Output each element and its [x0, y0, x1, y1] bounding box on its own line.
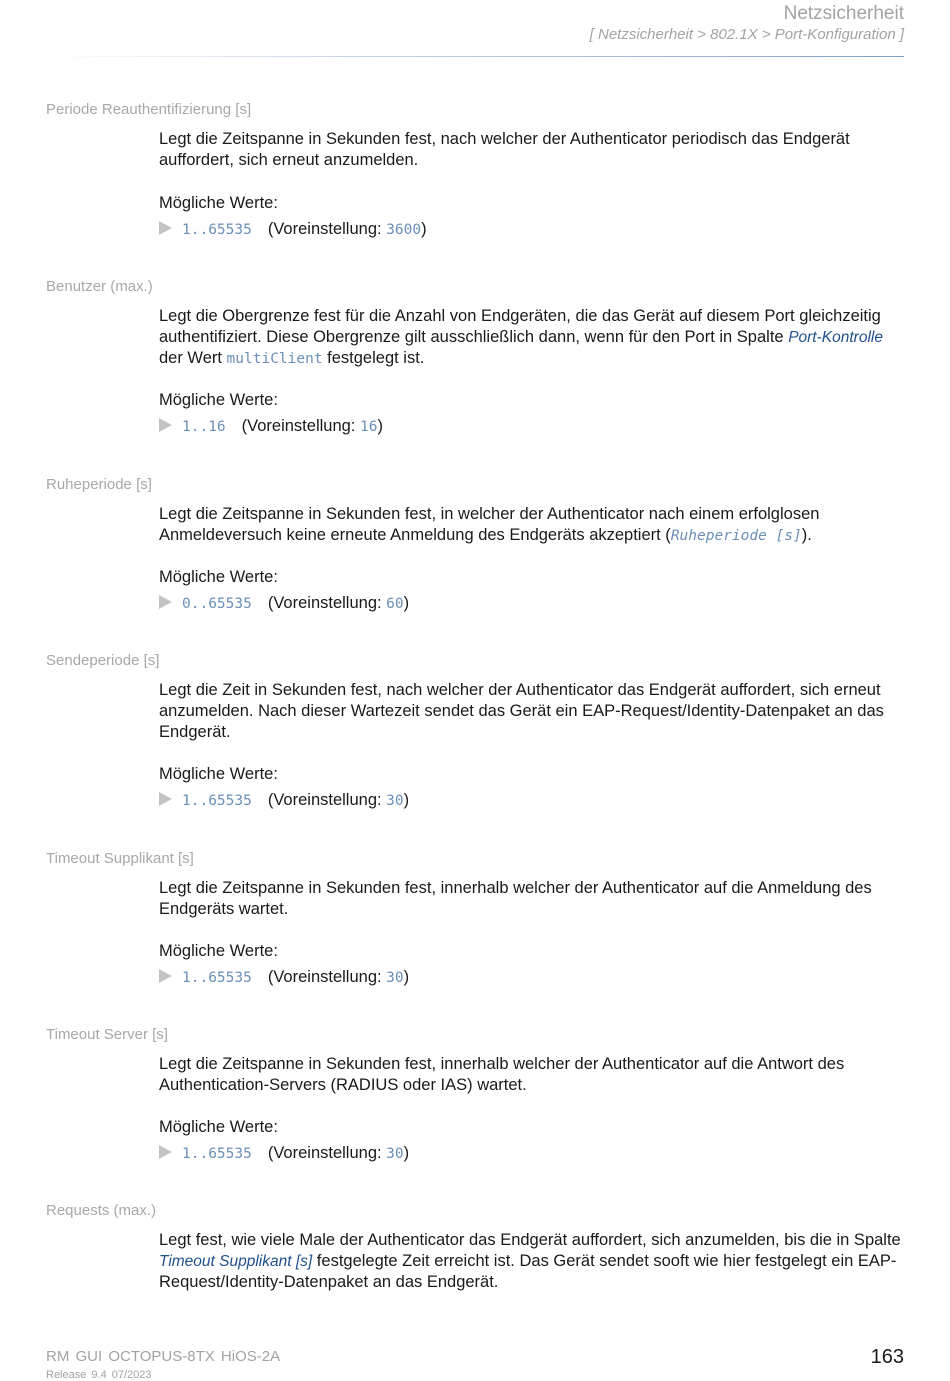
default-value: 16: [359, 419, 378, 435]
chapter-title: Netzsicherheit: [783, 3, 904, 24]
param-name: Timeout Server [s]: [46, 1026, 168, 1043]
default-label: (Voreinstellung:: [267, 1144, 387, 1162]
default-label: (Voreinstellung:: [267, 220, 387, 238]
value-range: [159, 968, 409, 987]
possible-values-label: Mögliche Werte:: [159, 942, 278, 960]
default-close: ): [403, 1144, 410, 1162]
param-name: Periode Reauthentifizierung [s]: [46, 101, 252, 118]
default-value: 60: [386, 596, 404, 612]
bullet-triangle-icon: [159, 792, 172, 806]
value-range: [159, 594, 409, 613]
param-name: Benutzer (max.): [46, 278, 153, 295]
param-description: Legt die Zeitspanne in Sekunden fest, innerhalb welcher der Authenticator auf die Anmeldung des Endgeräts wartet.: [159, 879, 872, 918]
default-close: ): [403, 968, 410, 986]
desc-text: Legt fest, wie viele Male der Authenticator das Endgerät auffordert, sich anzumelden, bis die in Spalte: [159, 1231, 901, 1249]
bullet-triangle-icon: [159, 969, 172, 983]
param-name: Ruheperiode [s]: [46, 476, 152, 493]
param-description: [159, 1230, 906, 1293]
bullet-triangle-icon: [159, 595, 172, 609]
value-range: [159, 791, 409, 810]
possible-values-label: Mögliche Werte:: [159, 568, 278, 586]
param-description: Legt die Zeit in Sekunden fest, nach welcher der Authenticator das Endgerät auffordert, sich erneut anzumelden. Nach dieser Wartezeit sendet das Gerät ein EAP-Request/Identity-Datenpaket an das Endgerät.: [159, 681, 884, 741]
footer-release: Release 9.4 07/2023: [46, 1369, 152, 1381]
param-name: Sendeperiode [s]: [46, 652, 160, 669]
default-close: ): [403, 594, 410, 612]
default-value: 3600: [386, 222, 422, 238]
param-name: Timeout Supplikant [s]: [46, 850, 194, 867]
default-label: (Voreinstellung:: [267, 594, 387, 612]
param-description: Legt die Zeitspanne in Sekunden fest, nach welcher der Authenticator periodisch das Endgerät auffordert, sich erneut anzumelden.: [159, 130, 850, 169]
param-description: [159, 306, 906, 370]
column-reference-link[interactable]: Timeout Supplikant [s]: [159, 1253, 313, 1270]
desc-text: der Wert: [159, 349, 227, 367]
breadcrumb: [ Netzsicherheit > 802.1X > Port-Konfiguration ]: [589, 26, 904, 43]
range-value: 1..65535: [182, 793, 252, 809]
desc-text: festgelegt ist.: [322, 349, 425, 367]
desc-text: festgelegte Zeit erreicht ist. Das Gerät sendet sooft wie hier festgelegt ein EAP-Request/Identity-Datenpaket an das Endgerät.: [159, 1252, 897, 1291]
default-value: 30: [386, 1146, 404, 1162]
bullet-triangle-icon: [159, 221, 172, 235]
default-value: 30: [386, 970, 404, 986]
param-name: Requests (max.): [46, 1202, 157, 1219]
value-range: [159, 417, 383, 436]
desc-text: ).: [801, 526, 812, 544]
inline-code-reference: Ruheperiode [s]: [670, 528, 802, 544]
default-label: (Voreinstellung:: [267, 791, 387, 809]
possible-values-label: Mögliche Werte:: [159, 765, 278, 783]
column-reference-link[interactable]: Port-Kontrolle: [788, 329, 883, 346]
bullet-triangle-icon: [159, 1145, 172, 1159]
default-close: ): [377, 417, 383, 435]
param-description: [159, 504, 906, 547]
value-range: [159, 1144, 409, 1163]
footer-document-name: RM GUI OCTOPUS-8TX HiOS-2A: [46, 1348, 281, 1365]
range-value: 1..65535: [182, 222, 252, 238]
default-label: (Voreinstellung:: [267, 968, 387, 986]
header-divider: [46, 56, 904, 57]
desc-text: Legt die Obergrenze fest für die Anzahl von Endgeräten, die das Gerät auf diesem Port gleichzeitig authentifiziert. Diese Obergrenze gilt ausschließlich dann, wenn für den Port in Spalte: [159, 307, 881, 346]
default-label: (Voreinstellung:: [241, 417, 360, 435]
value-range: [159, 220, 427, 239]
range-value: 1..65535: [182, 1146, 252, 1162]
possible-values-label: Mögliche Werte:: [159, 1118, 278, 1136]
inline-code: multiClient: [226, 351, 323, 367]
default-close: ): [403, 791, 410, 809]
range-value: 0..65535: [182, 596, 252, 612]
desc-text: Legt die Zeitspanne in Sekunden fest, in welcher der Authenticator nach einem erfolglosen Anmeldeversuch keine erneute Anmeldung des Endgeräts akzeptiert (: [159, 505, 820, 544]
bullet-triangle-icon: [159, 418, 172, 432]
default-value: 30: [386, 793, 404, 809]
possible-values-label: Mögliche Werte:: [159, 391, 278, 409]
page-number: 163: [870, 1346, 904, 1368]
default-close: ): [421, 220, 427, 238]
possible-values-label: Mögliche Werte:: [159, 194, 278, 212]
param-description: Legt die Zeitspanne in Sekunden fest, innerhalb welcher der Authenticator auf die Antwort des Authentication-Servers (RADIUS oder IAS) wartet.: [159, 1055, 845, 1094]
range-value: 1..65535: [182, 970, 252, 986]
range-value: 1..16: [182, 419, 226, 435]
